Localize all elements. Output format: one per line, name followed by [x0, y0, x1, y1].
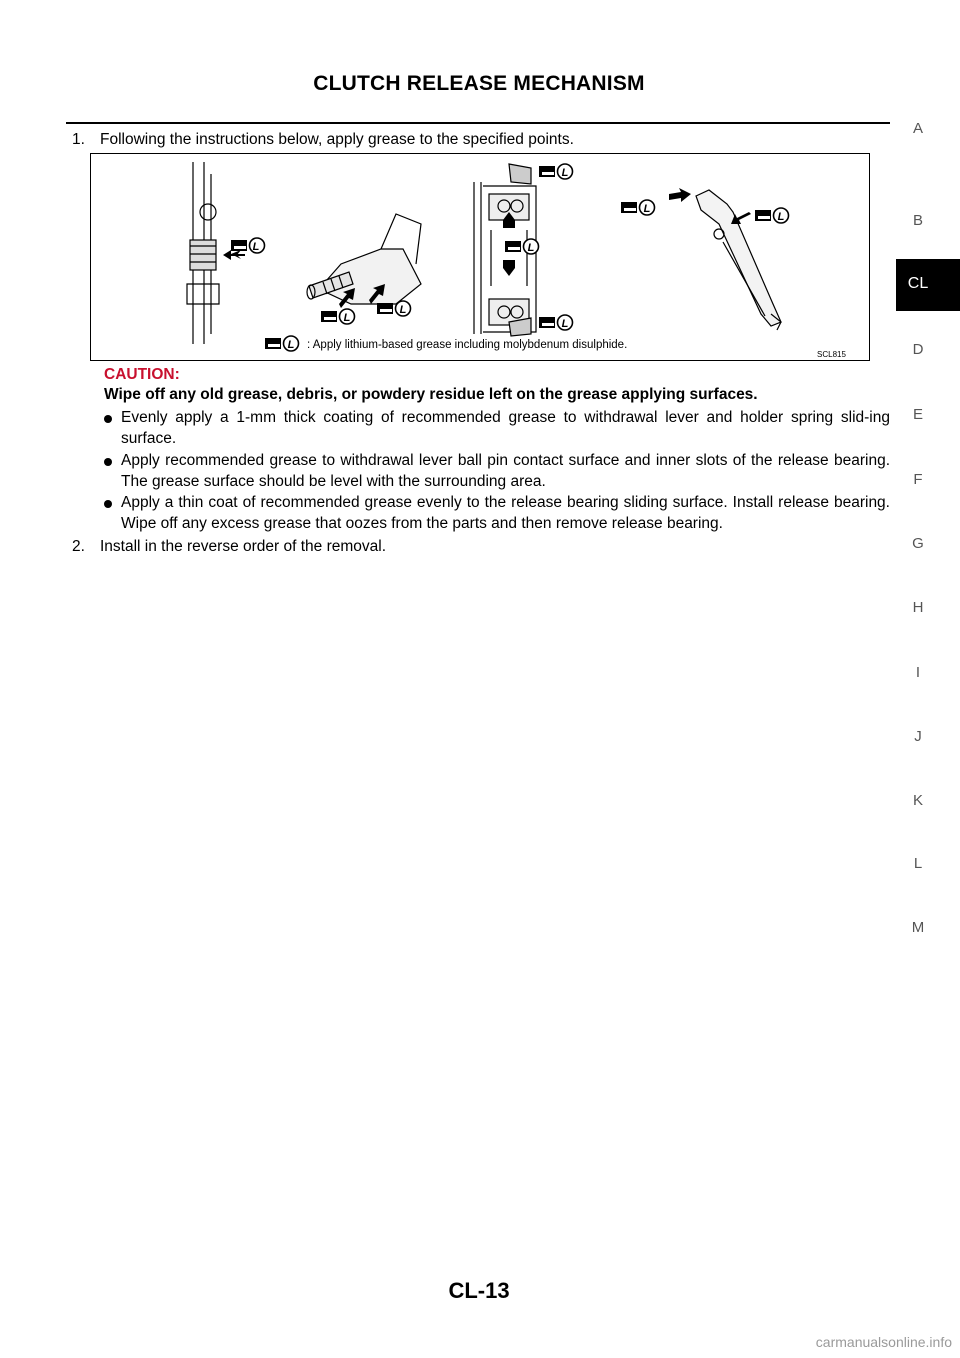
grease-symbol-label: L [777, 211, 785, 223]
step-text: Install in the reverse order of the removal. [100, 538, 387, 555]
page-number: CL-13 [448, 1278, 510, 1303]
grease-symbol-label: L [343, 312, 351, 324]
watermark: carmanualsonline.info [815, 1334, 952, 1350]
grease-points-figure [90, 153, 870, 361]
section-tab-f[interactable]: F [913, 471, 923, 488]
bullet-text: Evenly apply a 1-mm thick coating of recommended grease to withdrawal lever and holder spring slid-ing surface. [121, 409, 890, 447]
grease-symbol-label: L [643, 203, 651, 215]
bullet-icon [104, 415, 112, 423]
bullet-text: Apply a thin coat of recommended grease evenly to the release bearing sliding surface. Install release bearing. Wipe off any excess grease that oozes from the parts and then remove release bearing. [121, 494, 890, 532]
grease-symbol-label: L [287, 339, 295, 351]
section-tab-active-label: CL [907, 275, 929, 292]
bullet-icon [104, 458, 112, 466]
grease-symbol-label: L [527, 242, 535, 254]
figure-legend: : Apply lithium-based grease including molybdenum disulphide. [307, 339, 628, 351]
section-tab-h[interactable]: H [912, 599, 924, 616]
input-shaft-drawing [307, 214, 421, 304]
bullet-item [104, 492, 890, 534]
header-rule [66, 122, 890, 124]
section-tab-i[interactable]: I [915, 664, 921, 681]
caution-text: Wipe off any old grease, debris, or powdery residue left on the grease applying surfaces. [104, 386, 758, 403]
figure-code: SCL815 [817, 350, 846, 359]
grease-symbol-icon [231, 238, 265, 253]
grease-symbol-label: L [399, 304, 407, 316]
grease-arrow-icon [669, 188, 691, 202]
bullet-item [104, 407, 890, 449]
section-tab-d[interactable]: D [912, 341, 924, 358]
section-tab-m[interactable]: M [911, 919, 925, 936]
step-text: Following the instructions below, apply grease to the specified points. [100, 131, 574, 148]
step-number: 1. [72, 131, 85, 148]
bullet-text: Apply recommended grease to withdrawal lever ball pin contact surface and inner slots of the release bearing. The grease surface should be level with the surrounding area. [121, 452, 890, 490]
section-tab-k[interactable]: K [912, 792, 923, 809]
page-title: CLUTCH RELEASE MECHANISM [313, 72, 645, 95]
step-number: 2. [72, 538, 85, 555]
bullet-item [104, 450, 890, 492]
section-tab-a[interactable]: A [912, 120, 923, 137]
grease-arrow-icon [223, 250, 245, 260]
step-1 [72, 130, 574, 150]
bullet-icon [104, 500, 112, 508]
grease-symbol-label: L [252, 241, 260, 253]
section-tab-b[interactable]: B [912, 212, 923, 229]
section-tab-g[interactable]: G [912, 535, 924, 552]
section-tab-e[interactable]: E [912, 406, 923, 423]
withdrawal-shaft-drawing [187, 162, 219, 344]
grease-symbol-label: L [561, 318, 569, 330]
caution-title: CAUTION: [104, 366, 180, 383]
step-2 [72, 537, 386, 557]
grease-arrow-icon [503, 260, 515, 276]
grease-points-illustration [91, 154, 871, 362]
grease-symbol-label: L [561, 167, 569, 179]
section-tab-j[interactable]: J [914, 728, 922, 745]
section-tab-l[interactable]: L [913, 855, 923, 872]
